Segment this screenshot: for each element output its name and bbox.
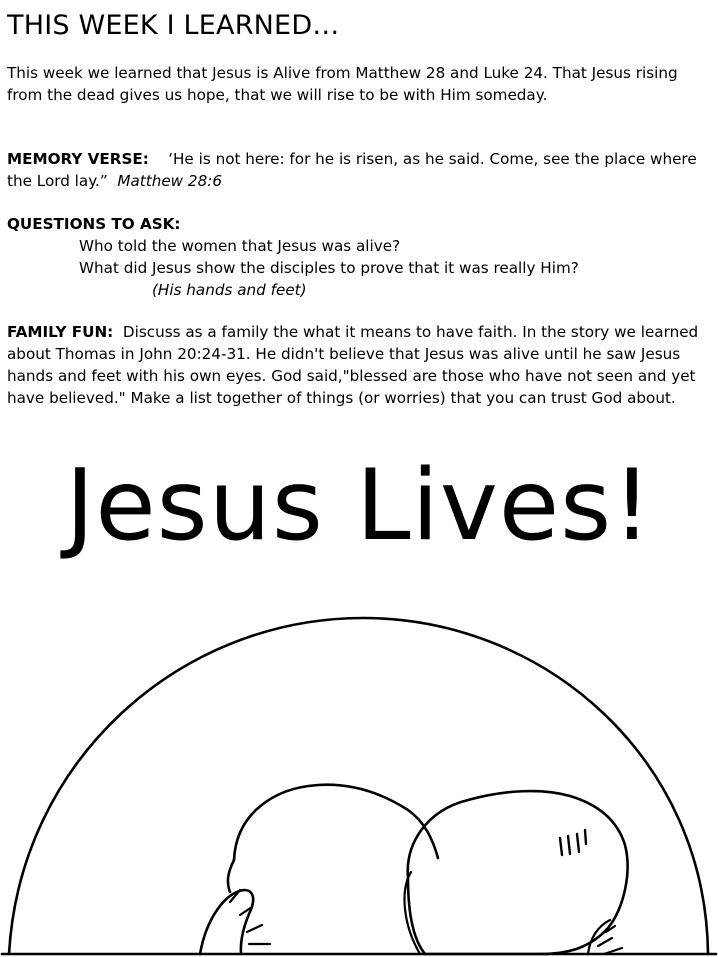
memory-verse-reference: Matthew 28:6 xyxy=(117,172,223,190)
question-item: What did Jesus show the disciples to prove that it was really Him? xyxy=(79,259,579,277)
grass-right-icon xyxy=(588,920,622,954)
family-fun-label: FAMILY FUN: xyxy=(7,323,114,341)
tomb-edge-icon xyxy=(228,860,234,892)
family-fun-section xyxy=(7,321,709,409)
questions-section xyxy=(7,213,709,301)
memory-verse-label: MEMORY VERSE: xyxy=(7,150,149,168)
jesus-lives-banner: Jesus Lives! xyxy=(65,449,653,563)
family-fun-text: Discuss as a family the what it means to have faith. In the story we learned about Thomas in John 20:24-31. He didn't believe that Jesus was alive until he saw Jesus hands and feet with his own eyes. God said,"blessed are those who have not seen and yet have believed." Make a list together of things (or worries) that you can trust God about. xyxy=(7,323,699,407)
grass-left-icon xyxy=(230,890,270,944)
memory-verse-text: ‘He is not here: for he is risen, as he said. Come, see the place where the Lord lay.” xyxy=(7,150,697,190)
page-title: THIS WEEK I LEARNED… xyxy=(7,10,340,41)
question-answer: (His hands and feet) xyxy=(152,281,307,299)
memory-verse-section xyxy=(7,148,709,192)
tomb-left-base-icon xyxy=(200,890,253,954)
intro-paragraph: This week we learned that Jesus is Alive from Matthew 28 and Luke 24. That Jesus rising from the dead gives us hope, that we will rise to be with Him someday. xyxy=(7,64,678,104)
question-item: Who told the women that Jesus was alive? xyxy=(79,237,401,255)
rolling-stone-icon xyxy=(408,791,628,954)
stone-texture-icon xyxy=(560,830,586,855)
empty-tomb-icon xyxy=(0,560,718,957)
tomb-mound-icon xyxy=(234,785,438,860)
sunrise-arch-icon xyxy=(9,618,708,954)
questions-label: QUESTIONS TO ASK: xyxy=(7,215,181,233)
